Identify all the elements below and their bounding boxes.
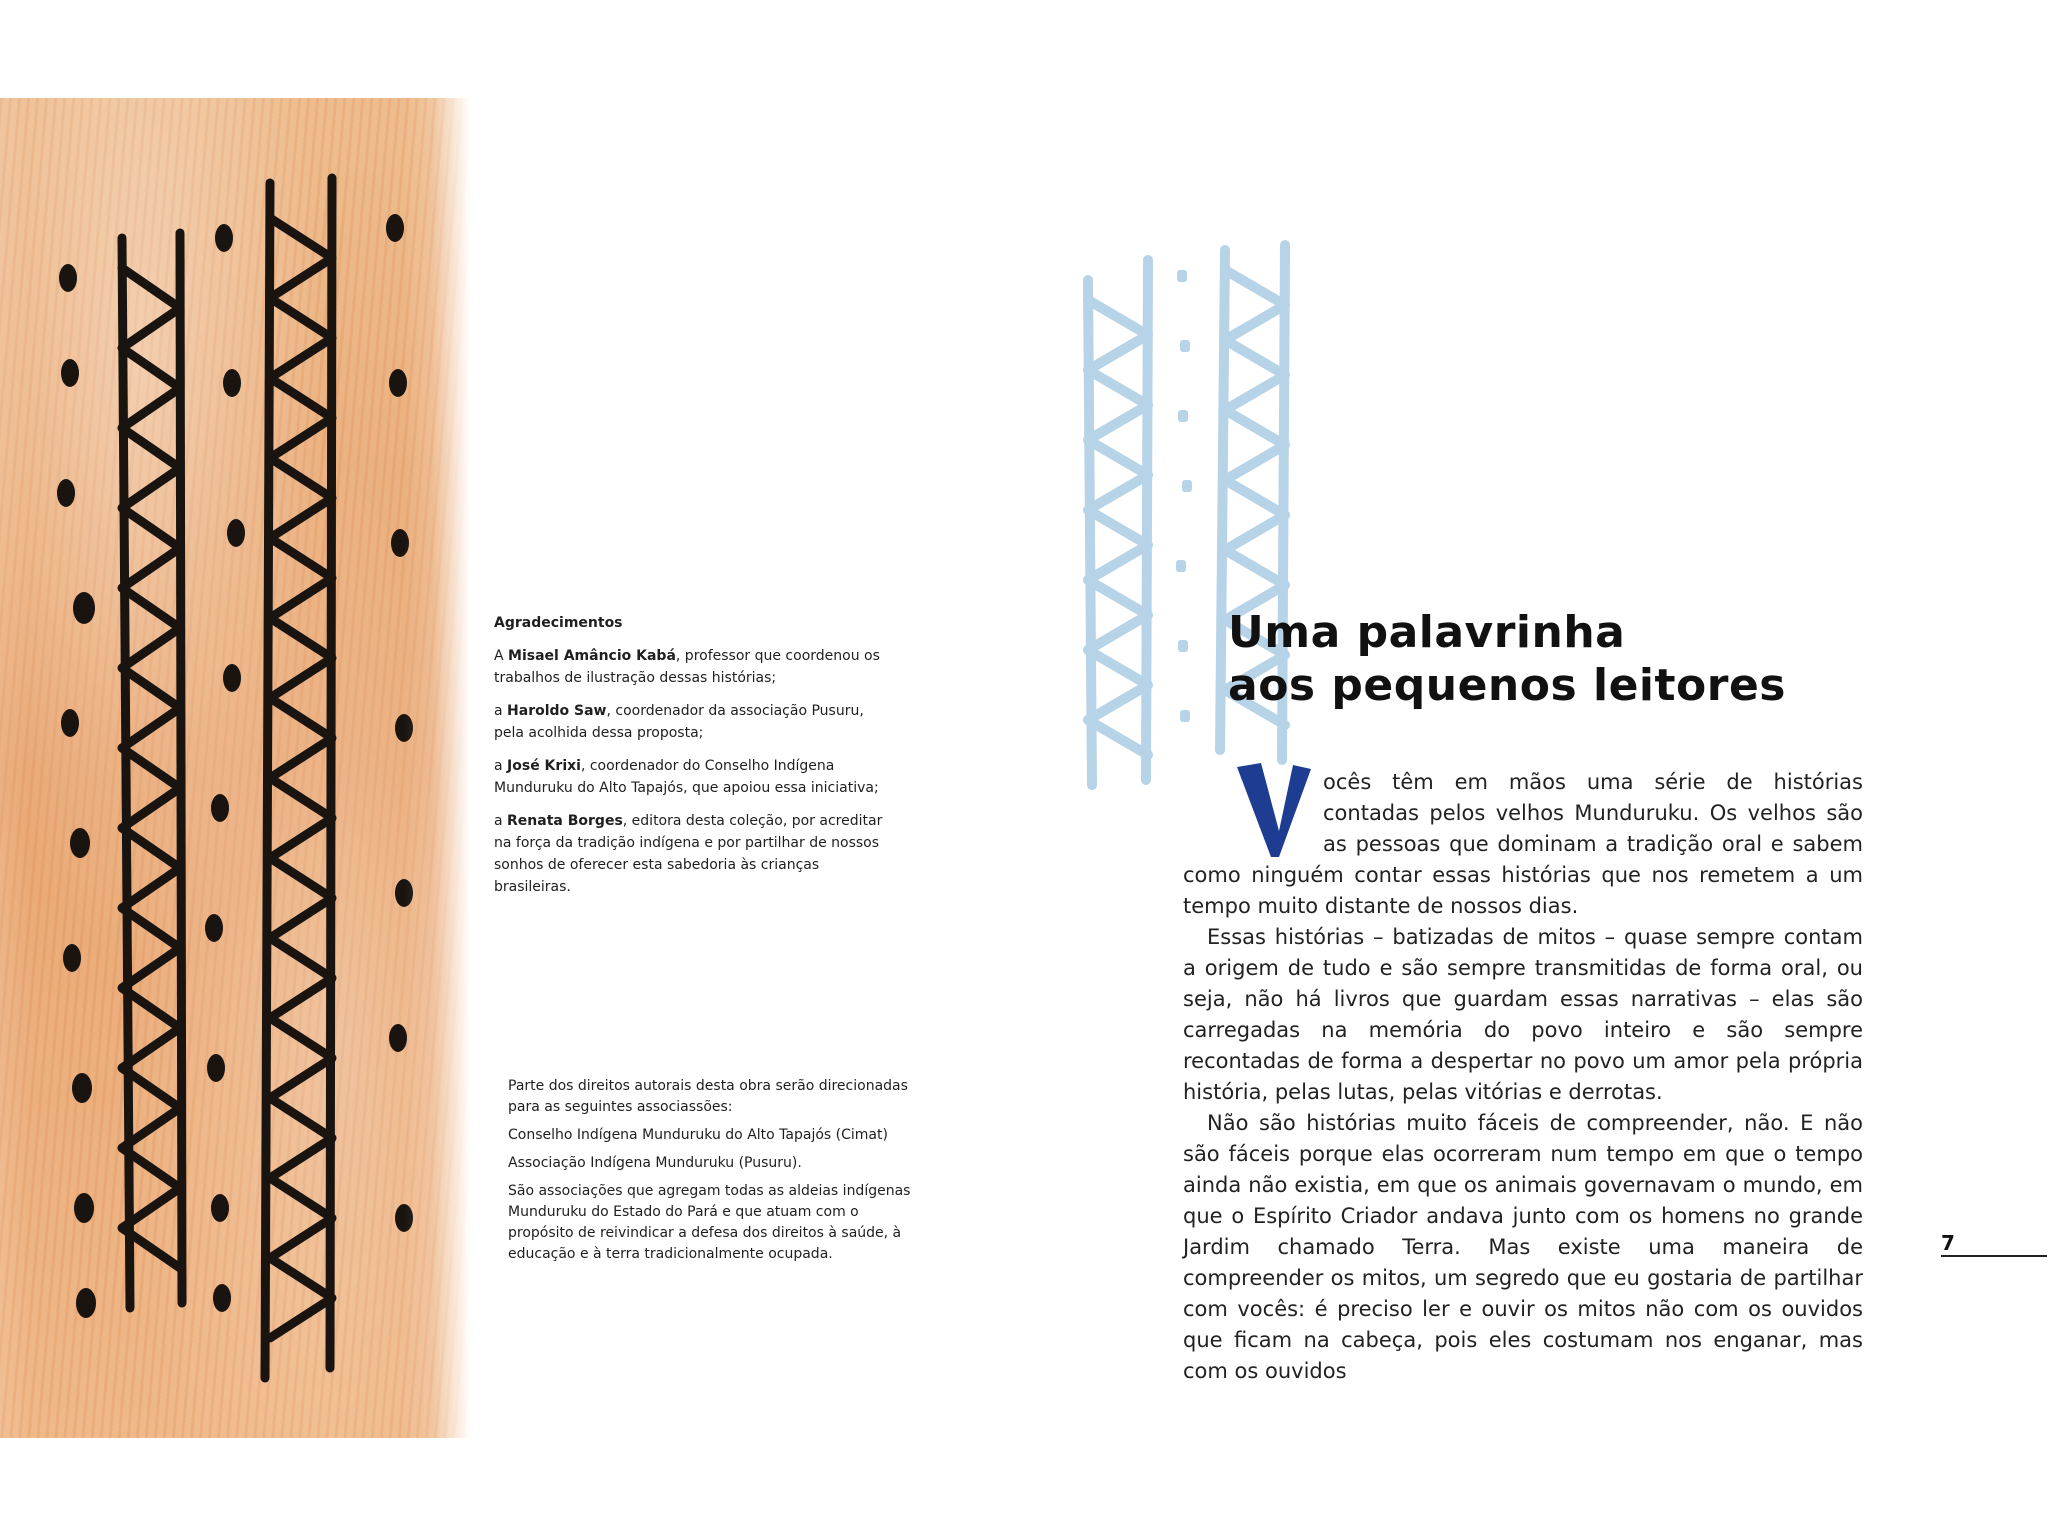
ack-person-name: Misael Amâncio Kabá <box>508 648 676 664</box>
body-text <box>1183 767 1863 1387</box>
rights-note <box>508 1076 928 1272</box>
title-line-2: aos pequenos leitores <box>1228 660 1786 711</box>
pattern-drawing <box>0 98 470 1438</box>
rights-organization: Associação Indígena Munduruku (Pusuru). <box>508 1155 802 1171</box>
rights-intro: Parte dos direitos autorais desta obra serão direcionadas para as seguintes associassões: <box>508 1078 908 1115</box>
drop-cap-letter-v <box>1235 761 1313 859</box>
paragraph-3: Não são histórias muito fáceis de compreender, não. E não são fáceis porque elas ocorreram num tempo em que o tempo ainda não existia, em que os animais governavam o mundo, em que o Espírito Criador andava junto com os homens no grande Jardim chamado Terra. Mas existe uma maneira de compreender os mitos, um segredo que eu gostaria de partilhar com vocês: é preciso ler e ouvir os mitos não com os ouvidos que ficam na cabeça, pois eles costumam nos enganar, mas com os ouvidos <box>1183 1111 1863 1383</box>
rights-closing: São associações que agregam todas as aldeias indígenas Munduruku do Estado do Pará e que atuam com o propósito de reivindicar a defesa dos direitos à saúde, à educação e à terra tradicionalmente ocupada. <box>508 1183 911 1262</box>
page-number: 7 <box>1941 1231 1955 1255</box>
munduruku-pattern-illustration <box>0 98 470 1438</box>
page-title <box>1228 606 1828 712</box>
title-line-1: Uma palavrinha <box>1228 607 1626 658</box>
ack-person-name: Renata Borges <box>507 813 623 829</box>
ack-entry: a Haroldo Saw, coordenador da associação Pusuru, pela acolhida dessa proposta; <box>494 703 864 741</box>
ack-entry: A Misael Amâncio Kabá, professor que coordenou os trabalhos de ilustração dessas histórias; <box>494 648 880 686</box>
paragraph-1: ocês têm em mãos uma série de histórias contadas pelos velhos Munduruku. Os velhos são as pessoas que dominam a tradição oral e sabem como ninguém contar essas histórias que nos remetem a um tempo muito distante de nossos dias. <box>1183 770 1863 918</box>
acknowledgements <box>494 612 894 909</box>
ack-entry: a José Krixi, coordenador do Conselho Indígena Munduruku do Alto Tapajós, que apoiou essa iniciativa; <box>494 758 879 796</box>
ack-entry: a Renata Borges, editora desta coleção, por acreditar na força da tradição indígena e por partilhar de nossos sonhos de oferecer esta sabedoria às crianças brasileiras. <box>494 813 883 895</box>
acknowledgements-heading: Agradecimentos <box>494 615 623 631</box>
page-number-rule <box>1941 1255 2047 1257</box>
ack-person-name: José Krixi <box>507 758 581 774</box>
paragraph-2: Essas histórias – batizadas de mitos – quase sempre contam a origem de tudo e são sempre transmitidas de forma oral, ou seja, não há livros que guardam essas narrativas – elas são carregadas na memória do povo inteiro e são sempre recontadas de forma a despertar no povo um amor pela própria história, pelas lutas, pelas vitórias e derrotas. <box>1183 925 1863 1104</box>
blue-pattern-decoration <box>1070 240 1320 800</box>
rights-organization: Conselho Indígena Munduruku do Alto Tapajós (Cimat) <box>508 1127 888 1143</box>
ack-person-name: Haroldo Saw <box>507 703 607 719</box>
